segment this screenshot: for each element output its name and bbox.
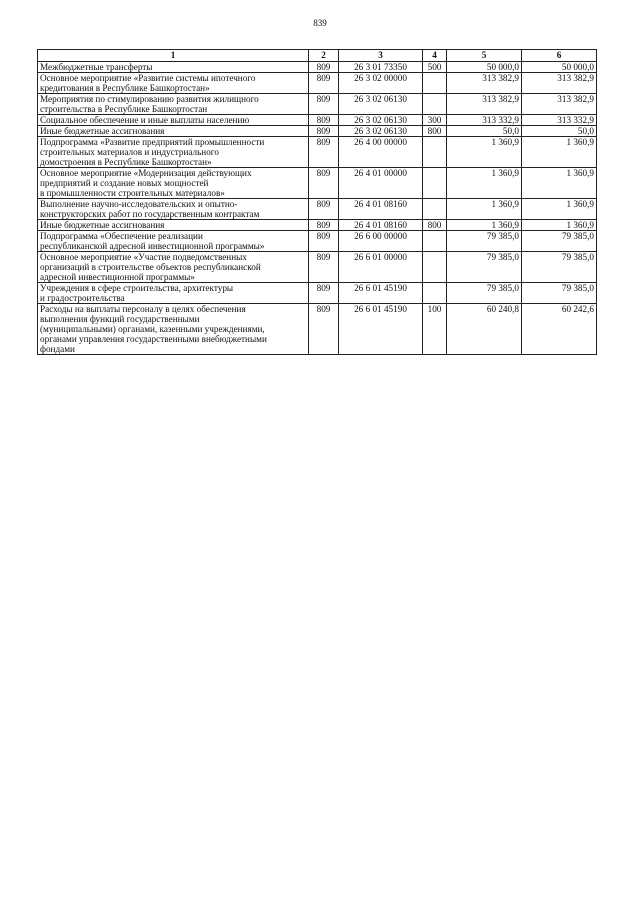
row-name-line: фондами [40, 344, 75, 354]
table-body [38, 62, 597, 355]
row-sum-year1: 79 385,0 [447, 283, 522, 304]
row-sum-year1: 1 360,9 [447, 199, 522, 220]
row-vr: 100 [423, 304, 447, 355]
row-sum-year1: 1 360,9 [447, 168, 522, 199]
row-vr [423, 73, 447, 94]
row-sum-year2: 313 332,9 [522, 115, 597, 126]
row-name [38, 168, 309, 199]
row-vr [423, 94, 447, 115]
row-name-line: организаций в строительстве объектов республиканской [40, 262, 261, 272]
row-name-line: и градостроительства [40, 293, 125, 303]
table-row [38, 62, 597, 73]
budget-table [37, 49, 597, 355]
row-csr: 26 3 01 73350 [339, 62, 423, 73]
row-sum-year2: 79 385,0 [522, 283, 597, 304]
row-ved: 809 [309, 304, 339, 355]
row-sum-year2: 1 360,9 [522, 199, 597, 220]
row-name-line: Основное мероприятие «Модернизация действующих [40, 168, 252, 178]
row-name-line: Подпрограмма «Обеспечение реализации [40, 231, 203, 241]
row-vr: 800 [423, 220, 447, 231]
row-ved: 809 [309, 126, 339, 137]
row-name-line: Социальное обеспечение и иные выплаты населению [40, 115, 250, 125]
row-name [38, 283, 309, 304]
row-name [38, 94, 309, 115]
header-col-3: 3 [339, 50, 423, 62]
row-sum-year2: 79 385,0 [522, 231, 597, 252]
row-csr: 26 6 01 45190 [339, 283, 423, 304]
table-row [38, 304, 597, 355]
row-csr: 26 4 01 08160 [339, 220, 423, 231]
row-name-line: Учреждения в сфере строительства, архитектуры [40, 283, 234, 293]
row-name [38, 62, 309, 73]
table-row [38, 137, 597, 168]
row-vr: 500 [423, 62, 447, 73]
header-col-6: 6 [522, 50, 597, 62]
row-vr: 800 [423, 126, 447, 137]
row-sum-year2: 60 242,6 [522, 304, 597, 355]
row-sum-year2: 79 385,0 [522, 252, 597, 283]
row-name-line: строительства в Республике Башкортостан [40, 104, 208, 114]
row-sum-year2: 313 382,9 [522, 94, 597, 115]
row-sum-year2: 1 360,9 [522, 220, 597, 231]
row-name-line: в промышленности строительных материалов» [40, 188, 225, 198]
row-name-line: Выполнение научно-исследовательских и опытно- [40, 199, 238, 209]
row-ved: 809 [309, 73, 339, 94]
row-csr: 26 6 00 00000 [339, 231, 423, 252]
row-sum-year1: 1 360,9 [447, 137, 522, 168]
row-name [38, 73, 309, 94]
table-row [38, 220, 597, 231]
row-name-line: Иные бюджетные ассигнования [40, 126, 165, 136]
row-name [38, 115, 309, 126]
row-sum-year1: 1 360,9 [447, 220, 522, 231]
row-name [38, 304, 309, 355]
row-name-line: Основное мероприятие «Развитие системы ипотечного [40, 73, 256, 83]
table-row [38, 199, 597, 220]
row-ved: 809 [309, 137, 339, 168]
table-row [38, 115, 597, 126]
header-col-2: 2 [309, 50, 339, 62]
row-sum-year2: 1 360,9 [522, 137, 597, 168]
row-name-line: Межбюджетные трансферты [40, 62, 153, 72]
header-col-4: 4 [423, 50, 447, 62]
row-sum-year2: 50,0 [522, 126, 597, 137]
row-name [38, 231, 309, 252]
row-name-line: Подпрограмма «Развитие предприятий промышленности [40, 137, 265, 147]
row-csr: 26 4 01 08160 [339, 199, 423, 220]
row-ved: 809 [309, 115, 339, 126]
row-sum-year1: 313 382,9 [447, 94, 522, 115]
row-ved: 809 [309, 231, 339, 252]
row-name-line: Мероприятия по стимулированию развития жилищного [40, 94, 259, 104]
row-vr [423, 231, 447, 252]
row-ved: 809 [309, 168, 339, 199]
row-sum-year1: 50 000,0 [447, 62, 522, 73]
row-ved: 809 [309, 94, 339, 115]
row-ved: 809 [309, 283, 339, 304]
row-ved: 809 [309, 62, 339, 73]
row-name [38, 220, 309, 231]
row-ved: 809 [309, 252, 339, 283]
row-vr [423, 199, 447, 220]
row-vr [423, 252, 447, 283]
row-csr: 26 3 02 06130 [339, 126, 423, 137]
table-row [38, 231, 597, 252]
row-sum-year1: 79 385,0 [447, 252, 522, 283]
table-row [38, 283, 597, 304]
row-name [38, 252, 309, 283]
table-row [38, 126, 597, 137]
row-name [38, 199, 309, 220]
row-name-line: адресной инвестиционной программы» [40, 272, 195, 282]
table-row [38, 252, 597, 283]
row-csr: 26 3 02 06130 [339, 94, 423, 115]
table-row [38, 94, 597, 115]
row-name-line: строительных материалов и индустриального [40, 147, 219, 157]
row-vr [423, 283, 447, 304]
row-csr: 26 4 00 00000 [339, 137, 423, 168]
row-sum-year2: 313 382,9 [522, 73, 597, 94]
row-csr: 26 6 01 00000 [339, 252, 423, 283]
row-name-line: кредитования в Республике Башкортостан» [40, 83, 210, 93]
row-name [38, 137, 309, 168]
table-row [38, 73, 597, 94]
row-name [38, 126, 309, 137]
row-sum-year2: 1 360,9 [522, 168, 597, 199]
row-name-line: конструкторских работ по государственным контрактам [40, 209, 260, 219]
row-name-line: предприятий и создание новых мощностей [40, 178, 209, 188]
header-row [38, 50, 597, 62]
row-csr: 26 4 01 00000 [339, 168, 423, 199]
row-csr: 26 6 01 45190 [339, 304, 423, 355]
row-name-line: выполнения функций государственными [40, 314, 200, 324]
header-col-5: 5 [447, 50, 522, 62]
row-name-line: органами управления государственными внебюджетными [40, 334, 267, 344]
row-name-line: (муниципальными) органами, казенными учреждениями, [40, 324, 265, 334]
row-sum-year1: 313 382,9 [447, 73, 522, 94]
row-ved: 809 [309, 220, 339, 231]
row-sum-year1: 50,0 [447, 126, 522, 137]
row-sum-year2: 50 000,0 [522, 62, 597, 73]
row-name-line: Расходы на выплаты персоналу в целях обеспечения [40, 304, 246, 314]
row-name-line: республиканской адресной инвестиционной программы» [40, 241, 265, 251]
row-csr: 26 3 02 00000 [339, 73, 423, 94]
row-vr [423, 137, 447, 168]
table-header [38, 50, 597, 62]
row-sum-year1: 313 332,9 [447, 115, 522, 126]
header-col-1: 1 [38, 50, 309, 62]
row-name-line: Иные бюджетные ассигнования [40, 220, 165, 230]
row-sum-year1: 79 385,0 [447, 231, 522, 252]
row-vr [423, 168, 447, 199]
row-csr: 26 3 02 06130 [339, 115, 423, 126]
table-row [38, 168, 597, 199]
row-ved: 809 [309, 199, 339, 220]
row-sum-year1: 60 240,8 [447, 304, 522, 355]
row-name-line: Основное мероприятие «Участие подведомственных [40, 252, 247, 262]
page-number: 839 [313, 18, 327, 28]
row-name-line: домостроения в Республике Башкортостан» [40, 157, 212, 167]
row-vr: 300 [423, 115, 447, 126]
